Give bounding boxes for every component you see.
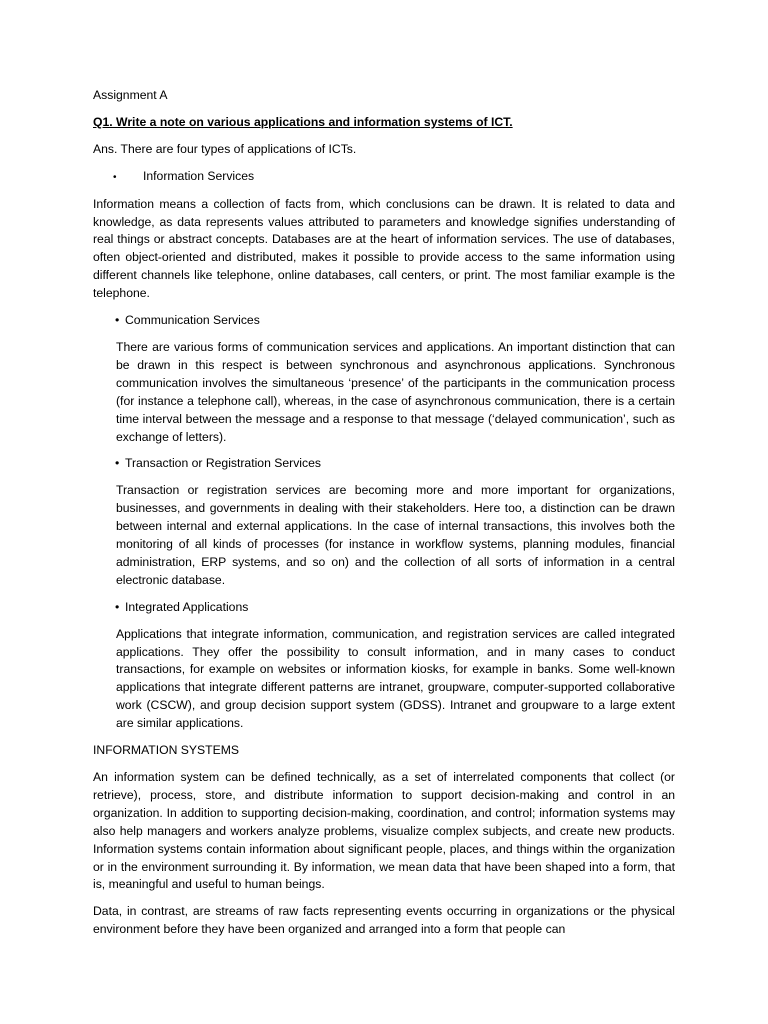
bullet-icon: • xyxy=(115,599,120,614)
bullet-icon: • xyxy=(113,171,117,183)
bullet-item-information-services xyxy=(113,168,675,187)
bullet-icon: • xyxy=(115,456,120,471)
section-body: Applications that integrate information, communication, and registration services are called integrated applications. They offer the possibility to consult information, and in many cases to conduct transactions, for example on websites or information kiosks, for example in banks. Some well-known applications that integrate different patterns are intranet, groupware, computer-supported collaborative work (CSCW), and group decision support system (GDSS). Intranet and groupware to a large extent are similar applications. xyxy=(116,626,675,731)
section-heading: Integrated Applications xyxy=(125,599,249,614)
section-heading: Communication Services xyxy=(125,313,260,328)
bullet-icon: • xyxy=(115,313,120,328)
section-body: Information means a collection of facts from, which conclusions can be drawn. It is related to data and knowledge, as data represents values attributed to parameters and knowledge signifies understanding of real things or abstract concepts. Databases are at the heart of information services. The use of databases, often object-oriented and distributed, makes it possible to provide access to the same information using different channels like telephone, online databases, call centers, or print. The most familiar example is the telephone. xyxy=(93,196,675,301)
section-heading: Information Services xyxy=(143,168,255,183)
information-systems-heading: INFORMATION SYSTEMS xyxy=(93,743,240,758)
bullet-item-communication-services xyxy=(115,312,675,330)
section-body: Transaction or registration services are becoming more and more important for organizations, businesses, and governments in dealing with their stakeholders. Here too, a distinction can be drawn between internal and external applications. In the case of internal transactions, this involves both the monitoring of all kinds of processes (for instance in workflow systems, planning modules, financial administration, ERP systems, and so on) and the collection of all sorts of information in a central electronic database. xyxy=(116,483,675,587)
section-heading: Transaction or Registration Services xyxy=(125,456,321,471)
information-systems-paragraph: Data, in contrast, are streams of raw facts representing events occurring in organizations or the physical environment before they have been organized and arranged into a form that people can xyxy=(93,904,675,937)
section-body: There are various forms of communication services and applications. An important distinction that can be drawn in this respect is between synchronous and asynchronous applications. Synchronous communication involves the simultaneous ‘presence’ of the participants in the communication process (for instance a telephone call), whereas, in the case of asynchronous communication, there is a certain time interval between the message and a response to that message (‘delayed communication’, such as exchange of letters). xyxy=(116,339,675,444)
answer-intro: Ans. There are four types of applications of ICTs. xyxy=(93,141,357,156)
bullet-item-integrated-applications xyxy=(115,599,675,617)
question-heading: Q1. Write a note on various applications and information systems of ICT. xyxy=(93,114,513,129)
information-systems-paragraph: An information system can be defined technically, as a set of interrelated components that collect (or retrieve), process, store, and distribute information to support decision-making and control in an organization. In addition to supporting decision-making, coordination, and control; information systems may also help managers and workers analyze problems, visualize complex subjects, and create new products. Information systems contain information about significant people, places, and things within the organization or in the environment surrounding it. By information, we mean data that have been shaped into a form, that is, meaningful and useful to human beings. xyxy=(93,770,675,892)
assignment-title: Assignment A xyxy=(93,88,168,102)
bullet-item-transaction-services xyxy=(115,455,675,473)
document-page xyxy=(93,87,675,948)
